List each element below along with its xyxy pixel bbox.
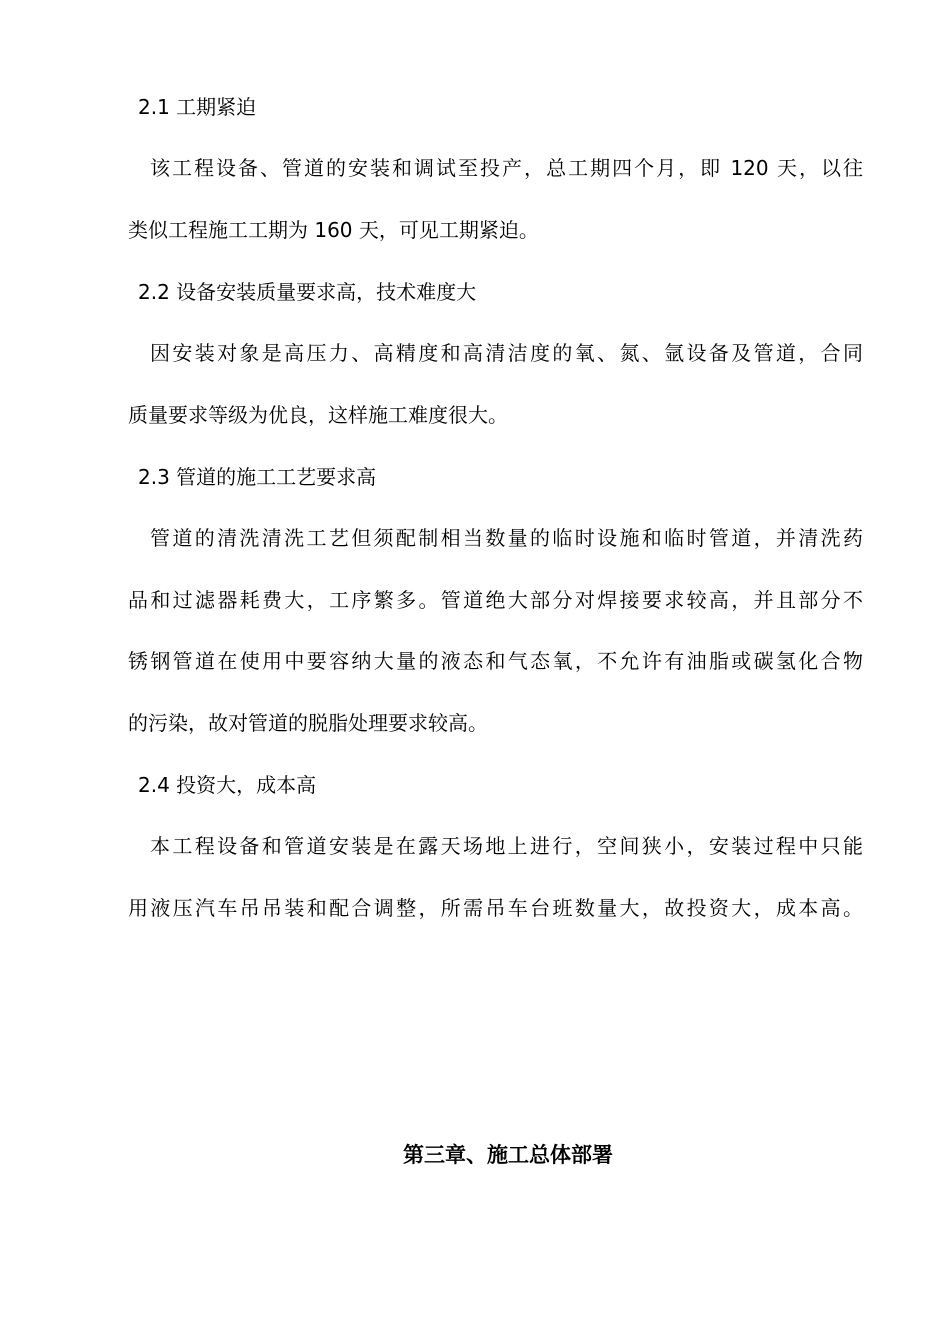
section-heading-2-4: 2.4 投资大，成本高 — [138, 773, 317, 797]
paragraph-line: 管道的清洗清洗工艺但须配制相当数量的临时设施和临时管道，并清洗药 — [150, 526, 863, 550]
paragraph-line: 本工程设备和管道安装是在露天场地上进行，空间狭小，安装过程中只能 — [150, 834, 863, 858]
section-heading-2-2: 2.2 设备安装质量要求高，技术难度大 — [138, 280, 477, 304]
paragraph-line: 因安装对象是高压力、高精度和高清洁度的氧、氮、氩设备及管道，合同 — [150, 341, 863, 365]
paragraph-line: 用液压汽车吊吊装和配合调整，所需吊车台班数量大，故投资大，成本高。 — [128, 896, 863, 920]
paragraph-line: 该工程设备、管道的安装和调试至投产，总工期四个月，即 120 天，以往 — [150, 156, 863, 180]
paragraph-line: 锈钢管道在使用中要容纳大量的液态和气态氧，不允许有油脂或碳氢化合物 — [128, 649, 863, 673]
paragraph-line: 品和过滤器耗费大，工序繁多。管道绝大部分对焊接要求较高，并且部分不 — [128, 588, 863, 612]
chapter-title: 第三章、施工总体部署 — [403, 1143, 613, 1167]
paragraph-line: 质量要求等级为优良，这样施工难度很大。 — [128, 403, 508, 427]
paragraph-line: 类似工程施工工期为 160 天，可见工期紧迫。 — [128, 218, 539, 242]
section-heading-2-1: 2.1 工期紧迫 — [138, 95, 257, 119]
section-heading-2-3: 2.3 管道的施工工艺要求高 — [138, 465, 377, 489]
paragraph-line: 的污染，故对管道的脱脂处理要求较高。 — [128, 711, 488, 735]
